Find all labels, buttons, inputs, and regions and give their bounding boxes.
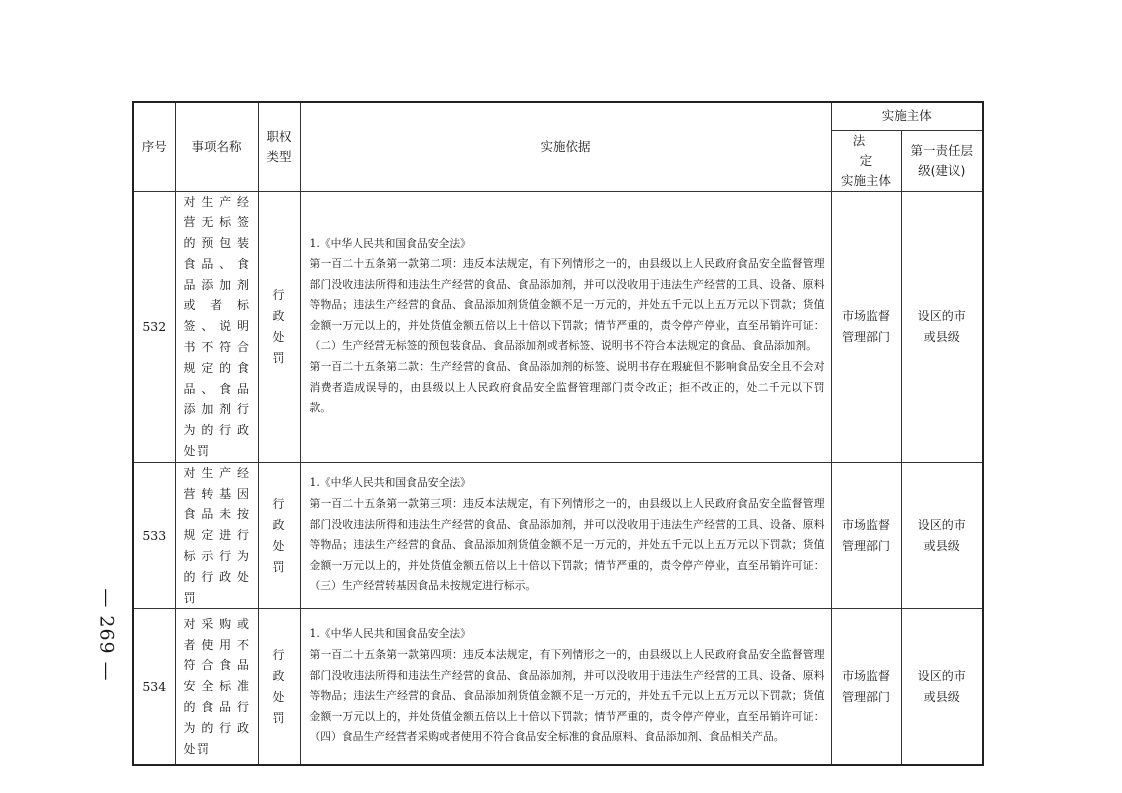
header-responsibility-level-text: 第一责任层级(建议) bbox=[910, 142, 974, 178]
header-type-text: 职权类型 bbox=[266, 128, 292, 164]
row-item-name: 对采购或者使用不符合食品安全标准的食品行为的行政处罚 bbox=[175, 609, 258, 765]
header-type bbox=[258, 102, 300, 191]
basis-clause: 第一百二十五条第二款：生产经营的食品、食品添加剂的标签、说明书存在瑕疵但不影响食品安全且不会对消费者造成误导的，由县级以上人民政府食品安全监督管理部门责令改正；拒不改正的，处二千元以下罚款。 bbox=[309, 360, 825, 415]
basis-clause: 第一百二十五条第一款第四项：违反本法规定，有下列情形之一的，由县级以上人民政府食品安全监督管理部门没收违法所得和违法生产经营的食品、食品添加剂，并可以没收用于违法生产经营的工具、设备、原料等物品；违法生产经营的食品、食品添加剂货值金额不足一万元的，并处五千元以上五万元以下罚款；货值金额一万元以上的，并处货值金额五倍以上十倍以下罚款；情节严重的，责令停产停业，直至吊销许可证：（四）食品生产经营者采购或者使用不符合食品安全标准的食品原料、食品添加剂、食品相关产品。 bbox=[309, 648, 825, 744]
header-legal-subject-line2: 实施主体 bbox=[840, 172, 891, 188]
row-basis bbox=[300, 191, 831, 462]
row-item-name: 对生产经营转基因食品未按规定进行标示行为的行政处罚 bbox=[175, 462, 258, 609]
row-responsibility-level: 设区的市或县级 bbox=[901, 609, 983, 765]
row-basis bbox=[300, 609, 831, 765]
row-seq: 532 bbox=[133, 191, 175, 462]
row-seq: 534 bbox=[133, 609, 175, 765]
table-row bbox=[133, 191, 983, 462]
basis-clause: 第一百二十五条第一款第三项：违反本法规定，有下列情形之一的，由县级以上人民政府食品安全监督管理部门没收违法所得和违法生产经营的食品、食品添加剂，并可以没收用于违法生产经营的工具、设备、原料等物品；违法生产经营的食品、食品添加剂货值金额不足一万元的，并处五千元以上五万元以下罚款；货值金额一万元以上的，并处货值金额五倍以上十倍以下罚款；情节严重的，责令停产停业，直至吊销许可证：（三）生产经营转基因食品未按规定进行标示。 bbox=[309, 496, 825, 593]
row-responsibility-level: 设区的市或县级 bbox=[901, 462, 983, 609]
table-row bbox=[133, 462, 983, 609]
table-row bbox=[133, 609, 983, 765]
basis-law-title: 1.《中华人民共和国食品安全法》 bbox=[309, 627, 471, 641]
header-legal-subject-line1: 法 定 bbox=[852, 132, 887, 168]
header-seq: 序号 bbox=[133, 102, 175, 191]
power-list-table bbox=[132, 101, 984, 766]
row-power-type: 行政处罚 bbox=[258, 462, 300, 609]
header-name: 事项名称 bbox=[175, 102, 258, 191]
header-basis: 实施依据 bbox=[300, 102, 831, 191]
row-power-type: 行政处罚 bbox=[258, 609, 300, 765]
row-power-type: 行政处罚 bbox=[258, 191, 300, 462]
table-header-row bbox=[133, 102, 983, 130]
row-basis bbox=[300, 462, 831, 609]
basis-law-title: 1.《中华人民共和国食品安全法》 bbox=[309, 476, 471, 490]
row-responsibility-level: 设区的市或县级 bbox=[901, 191, 983, 462]
header-subject-group: 实施主体 bbox=[831, 102, 983, 130]
row-item-name: 对生产经营无标签的预包装食品、食品添加剂或者标签、说明书不符合规定的食品、食品添加剂行为的行政处罚 bbox=[175, 191, 258, 462]
basis-law-title: 1.《中华人民共和国食品安全法》 bbox=[309, 236, 471, 250]
row-legal-subject: 市场监督管理部门 bbox=[831, 609, 901, 765]
header-legal-subject bbox=[831, 130, 901, 191]
row-legal-subject: 市场监督管理部门 bbox=[831, 191, 901, 462]
basis-clause: 第一百二十五条第一款第二项：违反本法规定，有下列情形之一的，由县级以上人民政府食品安全监督管理部门没收违法所得和违法生产经营的食品、食品添加剂，并可以没收用于违法生产经营的工具、设备、原料等物品；违法生产经营的食品、食品添加剂货值金额不足一万元的，并处五千元以上五万元以下罚款；货值金额一万元以上的，并处货值金额五倍以上十倍以下罚款；情节严重的，责令停产停业，直至吊销许可证：（二）生产经营无标签的预包装食品、食品添加剂或者标签、说明书不符合本法规定的食品、食品添加剂。 bbox=[309, 257, 825, 353]
row-seq: 533 bbox=[133, 462, 175, 609]
page-number bbox=[92, 590, 122, 680]
page-number-text: — 269 — bbox=[96, 588, 119, 682]
header-responsibility-level bbox=[901, 130, 983, 191]
row-legal-subject: 市场监督管理部门 bbox=[831, 462, 901, 609]
